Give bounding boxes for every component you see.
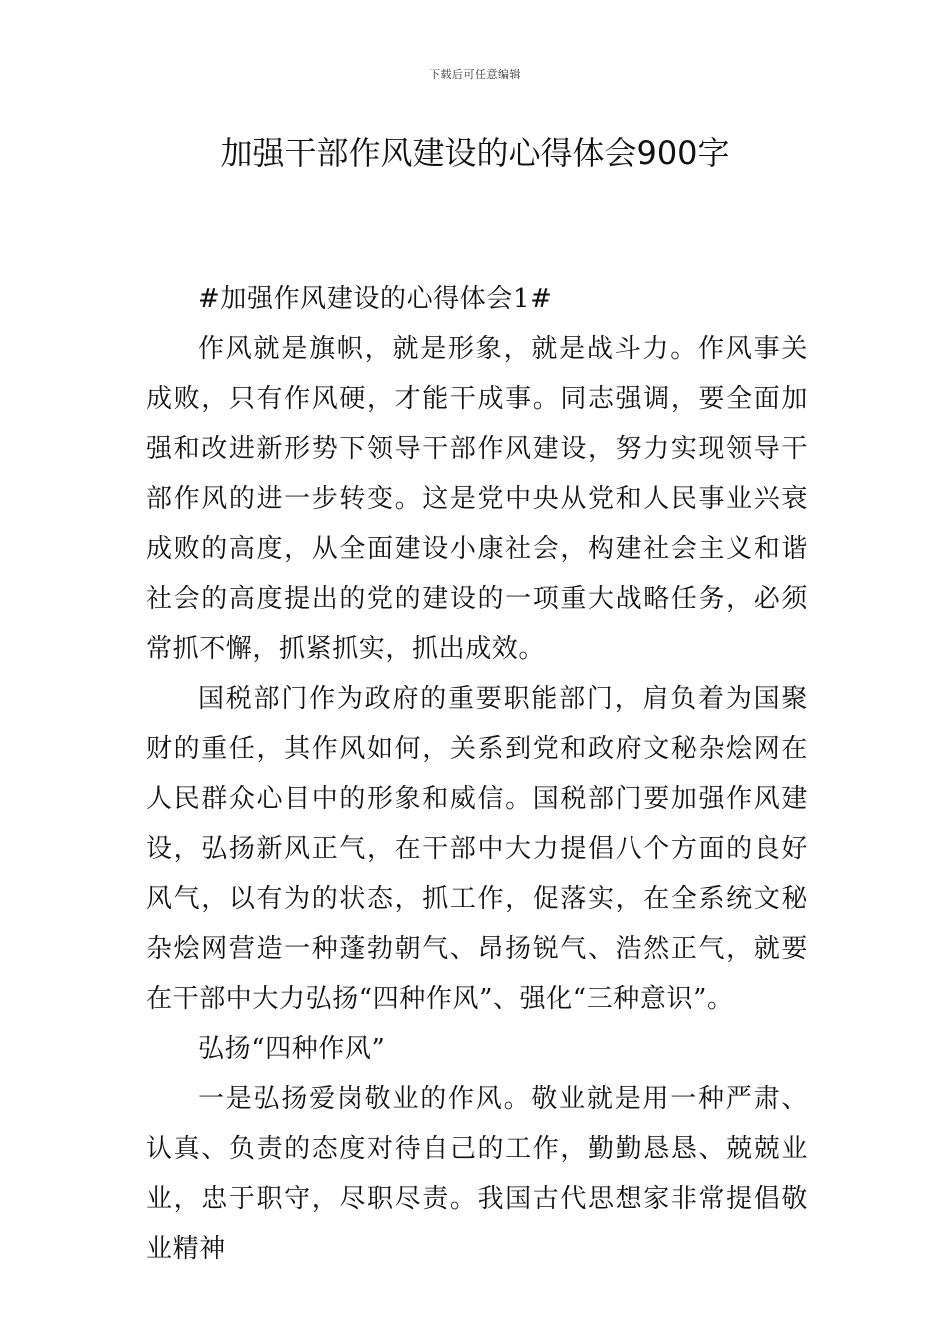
document-body	[146, 274, 808, 1274]
subheading-four-styles: 弘扬“四种作风”	[198, 1034, 386, 1064]
paragraph-intro: 作风就是旗帜，就是形象，就是战斗力。作风事关成败，只有作风硬，才能干成事。同志强调，要全面加强和改进新形势下领导干部作风建设，努力实现领导干部作风的进一步转变。这是党中央从党和人民事业兴衰成败的高度，从全面建设小康社会，构建社会主义和谐社会的高度提出的党的建设的一项重大战略任务，必须常抓不懈，抓紧抓实，抓出成效。	[146, 334, 808, 664]
document-title: 加强干部作风建设的心得体会900字	[220, 134, 730, 172]
paragraph-tax-department: 国税部门作为政府的重要职能部门，肩负着为国聚财的重任，其作风如何，关系到党和政府文秘杂烩网在人民群众心目中的形象和威信。国税部门要加强作风建设，弘扬新风正气，在干部中大力提倡八个方面的良好风气，以有为的状态，抓工作，促落实，在全系统文秘杂烩网营造一种蓬勃朝气、昂扬锐气、浩然正气，就要在干部中大力弘扬“四种作风”、强化“三种意识”。	[146, 684, 808, 1014]
header-note: 下载后可任意编辑	[429, 68, 521, 81]
paragraph-dedication: 一是弘扬爱岗敬业的作风。敬业就是用一种严肃、认真、负责的态度对待自己的工作，勤勤恳恳、兢兢业业，忠于职守，尽职尽责。我国古代思想家非常提倡敬业精神	[146, 1084, 808, 1264]
section-heading-1: #加强作风建设的心得体会1#	[198, 284, 553, 314]
